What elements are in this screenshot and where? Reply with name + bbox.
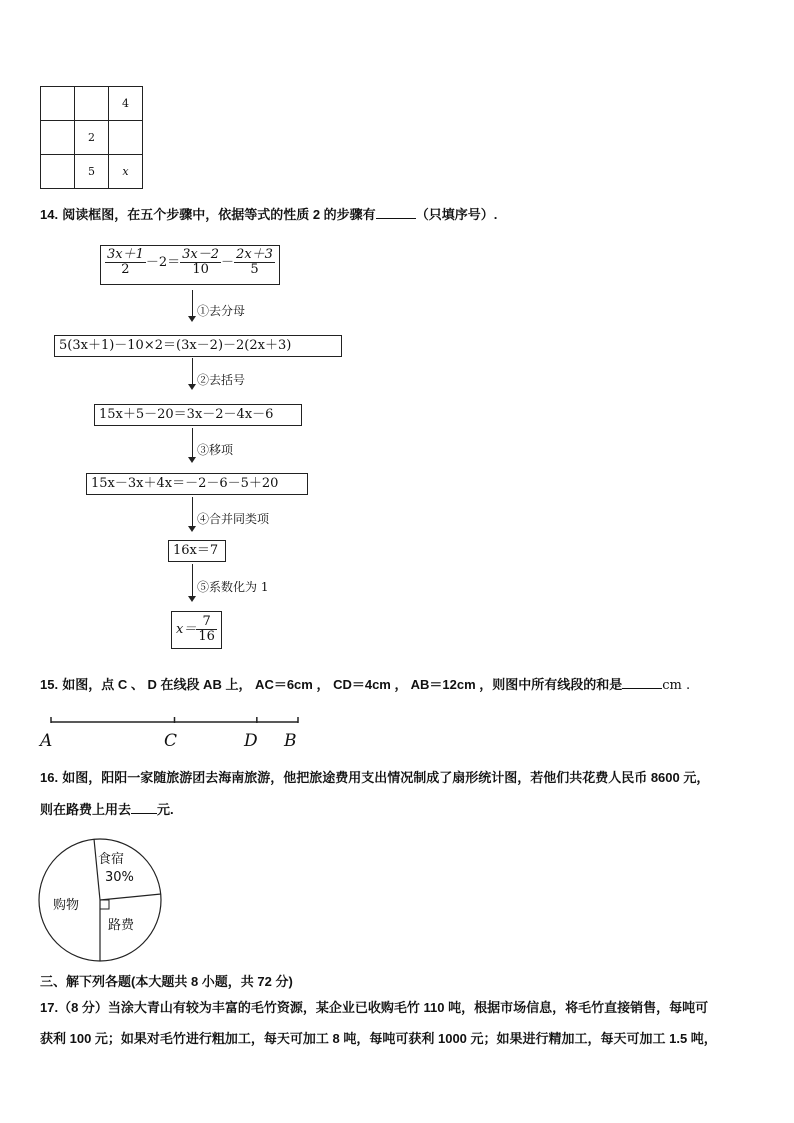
grid-cell: [75, 87, 109, 121]
question-text: 则在路费上用去: [40, 802, 132, 817]
flow-arrow: [192, 358, 193, 386]
grid-cell: x: [109, 155, 143, 189]
arrowhead-icon: [188, 384, 196, 390]
equation-box-2: 5(3x＋1)－10×2＝(3x－2)－2(2x＋3): [54, 335, 342, 357]
question-number: 15.: [40, 677, 59, 692]
question-text: 如图，点 C 、 D 在线段 AB 上， AC＝6cm ， CD＝4cm ， AB＝12cm ，则图中所有线段的和是: [62, 677, 623, 692]
denominator: 5: [250, 262, 259, 277]
fraction: [196, 615, 217, 644]
pie-radius: [100, 894, 161, 900]
arrowhead-icon: [188, 316, 196, 322]
point-label-a: A: [40, 731, 53, 751]
question-17: [40, 999, 708, 1018]
flow-arrow: [192, 564, 193, 598]
grid-cell: 4: [109, 87, 143, 121]
number-grid: [40, 86, 143, 189]
equation-text: －2＝: [145, 255, 181, 270]
flow-arrow: [192, 428, 193, 458]
equation-box-4: 15x－3x＋4x＝－2－6－5＋20: [86, 473, 308, 495]
step-label-2: ②去括号: [197, 373, 246, 387]
grid-cell: [41, 87, 75, 121]
answer-blank[interactable]: [622, 676, 662, 689]
flow-arrow: [192, 290, 193, 318]
question-number: 17.: [40, 1000, 59, 1015]
grid-row: [41, 87, 143, 121]
question-16-line2: [40, 801, 174, 820]
question-14: [40, 206, 497, 225]
fraction: [180, 248, 221, 277]
grid-cell: [41, 155, 75, 189]
pie-label-shopping: 购物: [53, 898, 80, 913]
section-title: 三、解下列各题(本大题共 8 小题，共 72 分): [40, 974, 293, 989]
equation-text: x＝: [176, 622, 197, 637]
pie-label-travel: 路费: [108, 918, 135, 933]
grid-row: [41, 155, 143, 189]
point-label-c: C: [164, 731, 178, 751]
question-text: 如图，阳阳一家随旅游团去海南旅游，他把旅途费用支出情况制成了扇形统计图，若他们共花费人民币 8600 元，: [62, 770, 710, 785]
question-17-line2: 获利 100 元；如果对毛竹进行粗加工，每天可加工 8 吨，每吨可获利 1000 元；如果进行精加工，每天可加工 1.5 吨，: [40, 1031, 717, 1046]
grid-cell: [41, 121, 75, 155]
question-16: [40, 769, 709, 788]
question-text: （8 分）当涂大青山有较为丰富的毛竹资源，某企业已收购毛竹 110 吨，根据市场信息，将毛竹直接销售，每吨可: [58, 1000, 709, 1015]
fraction: [234, 248, 275, 277]
grid-cell: 2: [75, 121, 109, 155]
question-text-tail: 元.: [157, 802, 174, 817]
numerator: 7: [196, 615, 217, 630]
denominator: 16: [198, 629, 215, 644]
question-number: 16.: [40, 770, 59, 785]
arrowhead-icon: [188, 596, 196, 602]
equation-box-6: [171, 611, 222, 649]
numerator: 3x－2: [182, 247, 220, 262]
step-label-4: ④合并同类项: [197, 512, 270, 526]
question-unit: cm .: [662, 678, 691, 693]
grid-cell: 5: [75, 155, 109, 189]
pie-label-food-percent: 30%: [105, 870, 134, 885]
answer-blank[interactable]: [376, 206, 416, 219]
grid-cell: [109, 121, 143, 155]
flow-arrow: [192, 497, 193, 527]
question-15: [40, 676, 690, 695]
equation-box-3: 15x＋5－20＝3x－2－4x－6: [94, 404, 302, 426]
question-text: 阅读框图，在五个步骤中，依据等式的性质 2 的步骤有: [62, 207, 376, 222]
numerator: 2x＋3: [236, 247, 273, 262]
right-angle-marker: [100, 900, 109, 909]
point-label-d: D: [244, 731, 258, 751]
answer-blank[interactable]: [131, 801, 157, 814]
equation-box-1: [100, 245, 280, 285]
point-label-b: B: [284, 731, 297, 751]
step-label-1: ①去分母: [197, 304, 246, 318]
fraction: [105, 248, 146, 277]
arrowhead-icon: [188, 457, 196, 463]
step-label-3: ③移项: [197, 443, 234, 457]
step-label-5: ⑤系数化为 1: [197, 580, 269, 594]
numerator: 3x＋1: [107, 247, 144, 262]
arrowhead-icon: [188, 526, 196, 532]
denominator: 10: [192, 262, 209, 277]
grid-row: [41, 121, 143, 155]
pie-label-food: 食宿: [98, 852, 125, 867]
question-number: 14.: [40, 207, 59, 222]
question-text-tail: （只填序号）.: [415, 207, 498, 222]
equation-text: －: [221, 255, 235, 270]
equation-box-5: 16x＝7: [168, 540, 226, 562]
denominator: 2: [121, 262, 130, 277]
